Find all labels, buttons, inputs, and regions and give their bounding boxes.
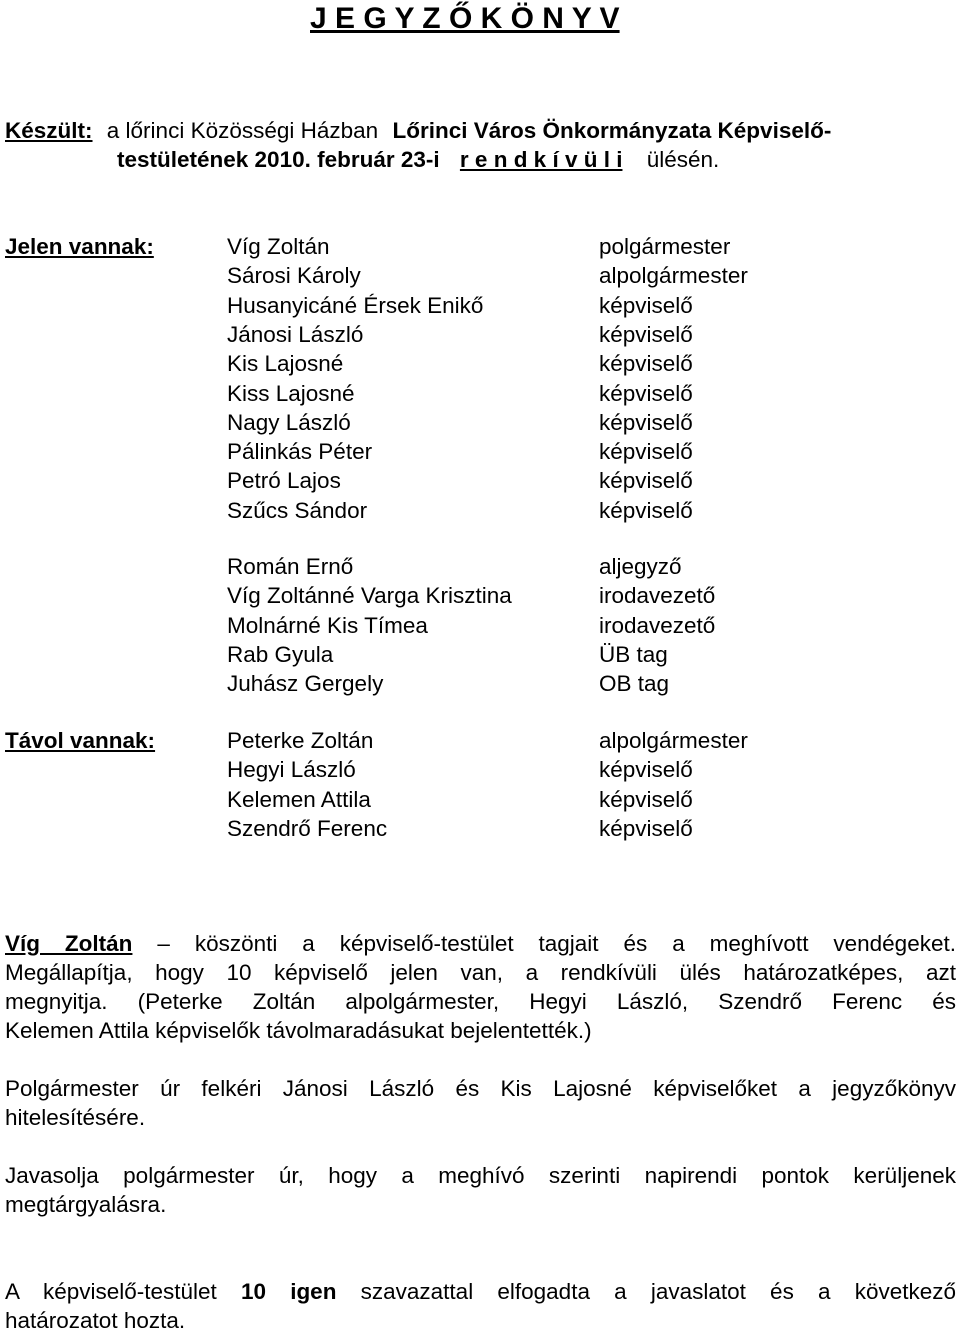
attendee-role: képviselő [599, 815, 693, 841]
para3-line1: Javasolja polgármester úr, hogy a meghívó szerinti napirendi pontok kerüljenek [5, 1163, 956, 1188]
attendee-role: polgármester [599, 234, 731, 259]
attendee-role: képviselő [599, 380, 693, 406]
attendee-role: irodavezető [599, 612, 716, 638]
para4-post: szavazattal elfogadta a javaslatot és a következő [360, 1279, 957, 1304]
attendee-name: Román Ernő [227, 554, 354, 579]
keszult-line-2 [117, 145, 719, 174]
keszult-label: Készült: [5, 118, 93, 143]
attendee-role: alpolgármester [599, 728, 748, 753]
speaker-name: Víg Zoltán [5, 931, 133, 956]
document-title: J E G Y Z Ő K Ö N Y V [310, 2, 620, 35]
para1-line3: megnyitja. (Peterke Zoltán alpolgármester, Hegyi László, Szendrő Ferenc és [5, 989, 956, 1014]
attendee-role: OB tag [599, 671, 670, 697]
attendee-name: Víg Zoltánné Varga Krisztina [227, 583, 512, 609]
speaker-dash: – [157, 931, 170, 956]
present-label: Jelen vannak: [5, 234, 154, 259]
attendee-role: képviselő [599, 757, 693, 783]
attendee-name: Szendrő Ferenc [227, 815, 388, 841]
para1-line1-text: köszönti a képviselő-testület tagjait és a meghívott vendégeket. [194, 931, 956, 956]
para4-pre: A képviselő-testület [5, 1279, 217, 1304]
para2-line1: Polgármester úr felkéri Jánosi László és Kis Lajosné képviselőket a jegyzőkönyv [5, 1076, 956, 1101]
attendee-role: képviselő [599, 292, 693, 318]
para4-line2: határozatot hozta. [5, 1308, 186, 1333]
attendee-role: ÜB tag [599, 641, 668, 667]
vote-count: 10 igen [240, 1279, 337, 1304]
attendee-name: Szűcs Sándor [227, 497, 368, 523]
para1-line1 [5, 929, 956, 958]
para1-line2: Megállapítja, hogy 10 képviselő jelen van, a rendkívüli ülés határozatképes, azt [5, 960, 956, 985]
attendee-role: aljegyző [599, 554, 682, 579]
attendee-name: Kis Lajosné [227, 351, 344, 377]
attendee-name: Husanyicáné Érsek Enikő [227, 292, 484, 318]
attendee-role: képviselő [599, 409, 693, 435]
para2-line2: hitelesítésére. [5, 1105, 146, 1130]
absent-label: Távol vannak: [5, 728, 156, 753]
attendee-role: képviselő [599, 439, 693, 465]
attendee-name: Kelemen Attila [227, 786, 371, 812]
attendee-name: Peterke Zoltán [227, 728, 374, 753]
attendee-name: Sárosi Károly [227, 263, 361, 289]
attendee-name: Juhász Gergely [227, 671, 384, 697]
keszult-location: a lőrinci Közösségi Házban [106, 118, 379, 143]
attendee-name: Molnárné Kis Tímea [227, 612, 428, 638]
para1-line4: Kelemen Attila képviselők távolmaradásukat bejelentették.) [5, 1018, 592, 1043]
attendee-name: Hegyi László [227, 757, 356, 783]
attendee-name: Pálinkás Péter [227, 439, 373, 465]
keszult-tail: ülésén. [646, 147, 720, 172]
attendee-role: képviselő [599, 321, 693, 347]
attendee-role: irodavezető [599, 583, 716, 609]
attendee-role: képviselő [599, 497, 693, 523]
keszult-session-type: r e n d k í v ü l i [459, 147, 623, 172]
attendee-role: képviselő [599, 351, 693, 377]
attendee-role: képviselő [599, 786, 693, 812]
para3-line2: megtárgyalásra. [5, 1192, 167, 1217]
attendee-role: képviselő [599, 468, 693, 494]
para4-line1 [5, 1277, 956, 1306]
attendee-name: Rab Gyula [227, 641, 334, 667]
attendee-name: Jánosi László [227, 321, 364, 347]
attendee-name: Petró Lajos [227, 468, 341, 494]
attendee-name: Kiss Lajosné [227, 380, 355, 406]
keszult-body-name-2: testületének 2010. február 23-i [117, 147, 440, 172]
keszult-line-1 [5, 116, 831, 145]
keszult-body-name-1: Lőrinci Város Önkormányzata Képviselő- [392, 118, 832, 143]
attendee-name: Nagy László [227, 409, 351, 435]
attendee-role: alpolgármester [599, 263, 748, 289]
attendee-name: Víg Zoltán [227, 234, 330, 259]
